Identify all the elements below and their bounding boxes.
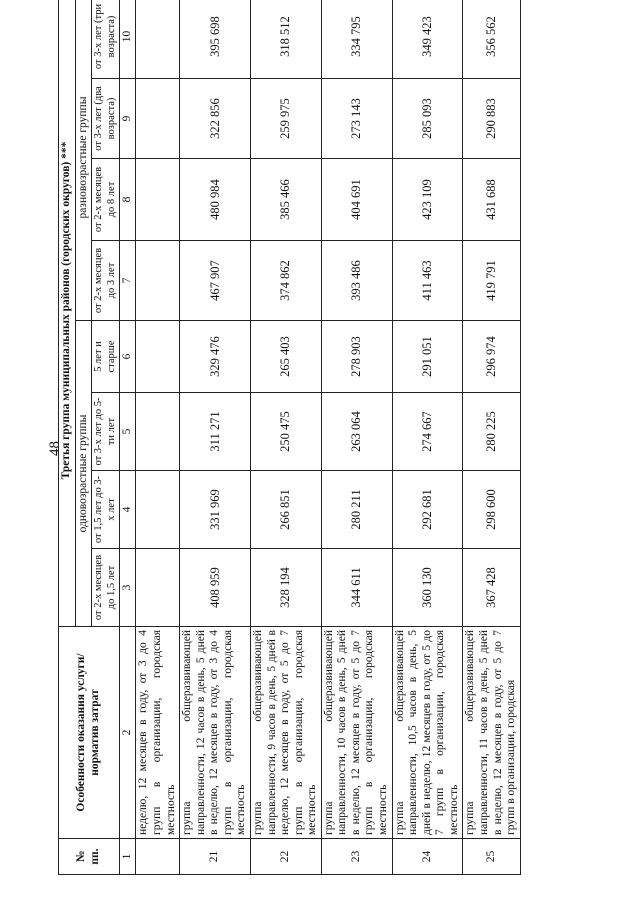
table-row — [136, 0, 180, 875]
subheader-col-10: от 3-х лет (три возраста) — [92, 0, 120, 79]
col-index: 2 — [119, 627, 136, 839]
subheader-col-5: от 3-х лет до 5-ти лет — [92, 393, 120, 471]
table-row — [180, 0, 251, 875]
table-row — [463, 0, 520, 875]
row-number: 25 — [463, 839, 520, 875]
cost-value-cell: 273 143 — [321, 79, 392, 159]
row-number: 24 — [392, 839, 463, 875]
cost-value-cell: 411 463 — [392, 241, 463, 321]
cost-value-cell: 285 093 — [392, 79, 463, 159]
cost-value-cell: 311 271 — [180, 393, 251, 471]
cost-value-cell: 263 064 — [321, 393, 392, 471]
cost-value-cell: 266 851 — [250, 471, 321, 549]
header-single-age: одновозрастные группы — [75, 321, 92, 627]
cost-value-cell: 334 795 — [321, 0, 392, 79]
row-description: группа общеразвивающей направленности, 9 часов в день, 5 дней в неделю, 12 месяцев в году, от 5 до 7 групп в организации, городская местность — [250, 627, 321, 839]
cost-value-cell: 265 403 — [250, 321, 321, 393]
col-index: 8 — [119, 159, 136, 241]
cost-value-cell: 360 130 — [392, 549, 463, 627]
page-number: 48 — [47, 441, 63, 456]
cost-value-cell: 344 611 — [321, 549, 392, 627]
header-num: № пп. — [59, 839, 120, 875]
cost-value-cell: 408 959 — [180, 549, 251, 627]
cost-value-cell: 292 681 — [392, 471, 463, 549]
cost-value-cell: 328 194 — [250, 549, 321, 627]
col-index: 4 — [119, 471, 136, 549]
header-feature: Особенности оказания услуги/норматив затрат — [59, 627, 120, 839]
cost-value-cell: 423 109 — [392, 159, 463, 241]
col-index: 3 — [119, 549, 136, 627]
cost-value-cell: 318 512 — [250, 0, 321, 79]
cost-value-cell: 431 688 — [463, 159, 520, 241]
row-number — [136, 839, 180, 875]
cost-value-cell — [136, 241, 180, 321]
cost-value-cell: 329 476 — [180, 321, 251, 393]
cost-value-cell: 367 428 — [463, 549, 520, 627]
cost-value-cell — [136, 393, 180, 471]
cost-value-cell: 331 969 — [180, 471, 251, 549]
col-index: 1 — [119, 839, 136, 875]
col-index: 7 — [119, 241, 136, 321]
cost-value-cell — [136, 159, 180, 241]
col-index: 5 — [119, 393, 136, 471]
row-description: группа общеразвивающей направленности, 10 часов в день, 5 дней в неделю, 12 месяцев в году, от 5 до 7 групп в организации, городская местность — [321, 627, 392, 839]
row-description: неделю, 12 месяцев в году, от 3 до 4 групп в организации, городская местность — [136, 627, 180, 839]
row-description: группа общеразвивающей направленности, 10,5 часов в день, 5 дней в неделю, 12 месяцев в году, от 5 до 7 групп в организации, городская местность — [392, 627, 463, 839]
cost-value-cell: 480 984 — [180, 159, 251, 241]
cost-value-cell: 280 225 — [463, 393, 520, 471]
cost-value-cell: 356 562 — [463, 0, 520, 79]
row-description: группа общеразвивающей направленности, 11 часов в день, 5 дней в неделю, 12 месяцев в году, от 5 до 7 групп в организации, городская — [463, 627, 520, 839]
subheader-col-7: от 2-х месяцев до 3 лет — [92, 241, 120, 321]
row-number: 23 — [321, 839, 392, 875]
cost-value-cell — [136, 471, 180, 549]
subheader-col-9: от 3-х лет (два возраста) — [92, 79, 120, 159]
cost-value-cell: 374 862 — [250, 241, 321, 321]
cost-value-cell: 349 423 — [392, 0, 463, 79]
header-mixed-age: разновозрастные группы — [75, 0, 92, 321]
col-index: 9 — [119, 79, 136, 159]
cost-value-cell — [136, 549, 180, 627]
cost-value-cell: 280 211 — [321, 471, 392, 549]
cost-value-cell: 250 475 — [250, 393, 321, 471]
cost-value-cell: 419 791 — [463, 241, 520, 321]
cost-value-cell: 296 974 — [463, 321, 520, 393]
table-body — [136, 0, 520, 875]
subheader-col-3: от 2-х месяцев до 1,5 лет — [92, 549, 120, 627]
table-row — [392, 0, 463, 875]
col-index: 10 — [119, 0, 136, 79]
header-row-1 — [59, 0, 76, 875]
table-row — [250, 0, 321, 875]
cost-value-cell: 467 907 — [180, 241, 251, 321]
row-number: 21 — [180, 839, 251, 875]
rotated-table-container — [58, 0, 598, 875]
cost-value-cell: 291 051 — [392, 321, 463, 393]
cost-value-cell — [136, 0, 180, 79]
subheader-col-8: от 2-х месяцев до 8 лет — [92, 159, 120, 241]
cost-value-cell — [136, 321, 180, 393]
cost-value-cell: 259 975 — [250, 79, 321, 159]
cost-value-cell: 393 486 — [321, 241, 392, 321]
row-number: 22 — [250, 839, 321, 875]
cost-value-cell: 298 600 — [463, 471, 520, 549]
cost-value-cell: 385 466 — [250, 159, 321, 241]
cost-value-cell: 278 903 — [321, 321, 392, 393]
cost-value-cell: 395 698 — [180, 0, 251, 79]
cost-value-cell: 404 691 — [321, 159, 392, 241]
cost-value-cell: 274 667 — [392, 393, 463, 471]
subheader-col-4: от 1,5 лет до 3-х лет — [92, 471, 120, 549]
cost-value-cell — [136, 79, 180, 159]
col-index: 6 — [119, 321, 136, 393]
cost-norms-table — [58, 0, 521, 875]
header-group-title: Третья группа муниципальных районов (городских округов) *** — [59, 0, 76, 627]
cost-value-cell: 290 883 — [463, 79, 520, 159]
subheader-col-6: 5 лет и старше — [92, 321, 120, 393]
table-row — [321, 0, 392, 875]
row-description: группа общеразвивающей направленности, 12 часов в день, 5 дней в неделю, 12 месяцев в году, от 3 до 4 групп в организации, городская местность — [180, 627, 251, 839]
column-index-row — [119, 0, 136, 875]
cost-value-cell: 322 856 — [180, 79, 251, 159]
